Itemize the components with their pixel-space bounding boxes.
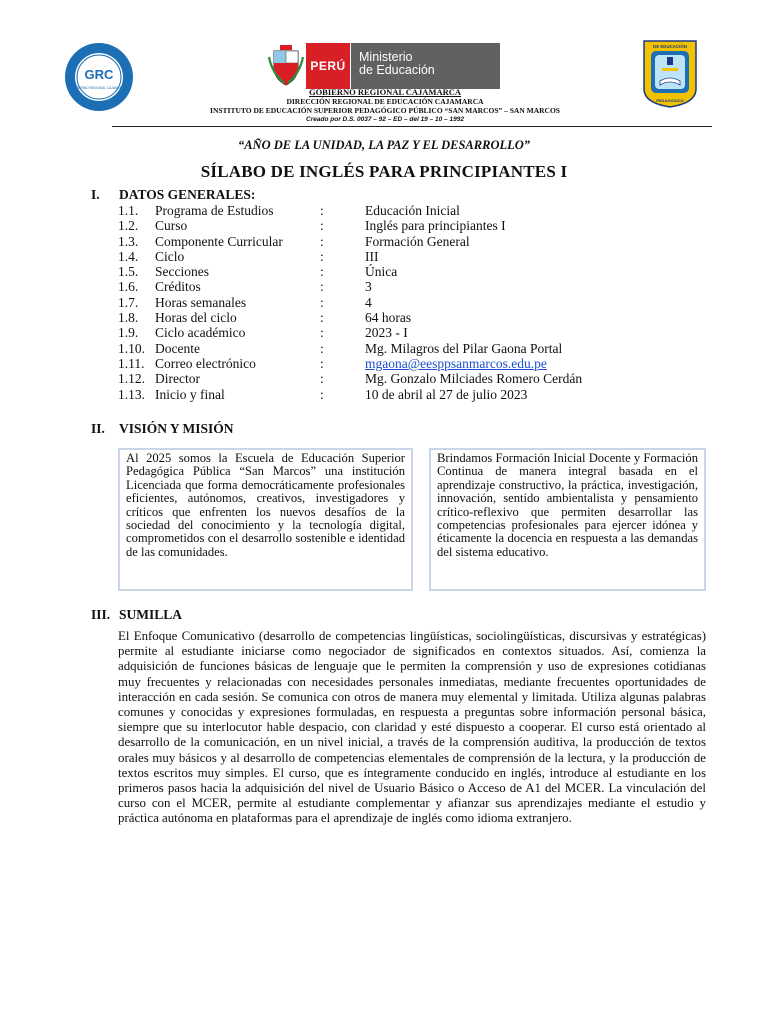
row-value: 64 horas [365,310,412,326]
row-colon: : [320,264,324,280]
row-number: 1.1. [118,203,139,218]
row-label: Director [155,371,200,387]
drec-seal-icon [64,42,134,112]
iesp-logo-text: DE EDUCACIÓN [653,44,687,49]
section-title: DATOS GENERALES: [119,187,256,202]
row-number: 1.13. [118,386,145,402]
ministry-label [350,43,500,89]
peru-coat-of-arms-icon [266,43,306,89]
row-label: Horas semanales [155,294,247,310]
row-value: 10 de abril al 27 de julio 2023 [365,386,528,402]
sumilla-paragraph: El Enfoque Comunicativo (desarrollo de competencias lingüísticas, sociolingüísticas, discursivas y estratégicas) permite al estudiante iniciarse como negociador de significados en contextos situados. Así, comienza la adquisición de funciones básicas de lenguaje que le permiten la comprensión y uso de expresiones cotidianas muy frecuentes y relacionadas con necesidades personales inmediatas, mediante frecuentes oportunidades de interacción en cada sesión. Se comunica con otros de manera muy elemental y limitada. Utiliza algunas palabras comunes y conocidas y expresiones formuladas, en respuesta a preguntas sobre información personal básica, siempre que su interlocutor hable despacio, con claridad y esté dispuesto a cooperar. El curso está orientado al desarrollo de la comunicación, en un nivel inicial, a través de la comprensión auditiva, la producción de textos orales muy básicos y al desarrollo de competencias elementales de comprensión de la lectura, y la producción de textos escritos muy simples. El curso, que es íntegramente conducido en inglés, introduce al estudiante en los primeros pasos hacia la adquisición del nivel de Usuario Básico o Acceso de A1 del MCER. La vinculación del curso con el MCER, permite al estudiante complementar y afianzar sus aprendizajes mediante el estudio y práctica autónoma en plataformas para el aprendizaje de inglés como idioma extranjero. [118,629,706,826]
ministry-line1: Ministerio [359,50,413,64]
row-value: Mg. Gonzalo Milciades Romero Cerdán [365,371,583,387]
iesp-logo [642,39,698,109]
year-motto: “AÑO DE LA UNIDAD, LA PAZ Y EL DESARROLLO” [237,138,531,152]
header-line-instituto: INSTITUTO DE EDUCACIÓN SUPERIOR PEDAGÓGICO PÚBLICO “SAN MARCOS” – SAN MARCOS [210,106,560,115]
row-colon: : [320,325,324,341]
section-datos-generales [91,187,255,203]
section-number: I. [91,187,100,202]
row-label: Programa de Estudios [155,203,274,218]
section-sumilla [91,607,182,623]
row-number: 1.10. [118,340,145,356]
row-number: 1.9. [118,325,139,341]
row-value: Formación General [365,233,470,249]
row-colon: : [320,355,324,371]
section-number: III. [91,607,111,622]
row-label: Curso [155,218,188,234]
row-number: 1.12. [118,371,145,387]
row-value: 4 [365,294,372,310]
row-label: Horas del ciclo [155,310,237,326]
row-colon: : [320,294,324,310]
drec-logo-text: GRC [84,67,114,82]
row-colon: : [320,386,324,402]
section-vision-mision [91,421,234,437]
iesp-logo-bottom: PEDAGÓGICO [656,98,684,103]
row-label: Inicio y final [155,386,225,402]
header-line-decreto: Creado por D.S. 0037 – 92 – ED – del 19 – 10 – 1992 [306,116,464,123]
row-value: 2023 - I [365,325,408,341]
row-colon: : [320,203,324,218]
document-title: SÍLABO DE INGLÉS PARA PRINCIPIANTES I [200,162,568,181]
drec-logo [64,42,134,112]
row-number: 1.8. [118,310,139,326]
row-value: III [365,248,379,264]
row-value: Inglés para principiantes I [365,218,506,234]
institution-header [130,88,640,124]
row-number: 1.7. [118,294,139,310]
mision-box: Brindamos Formación Inicial Docente y Formación Continua de manera integral basada en el aprendizaje constructivo, la práctica, investigación, innovación, sentido ambientalista y pensamiento crítico-reflexivo que permiten desarrollar las competencias profesionales para ejercer idónea y éticamente la docencia en respuesta a las demandas del sistema educativo. [429,448,706,591]
row-number: 1.5. [118,264,139,280]
iesp-shield-icon [642,39,698,109]
row-colon: : [320,310,324,326]
row-colon: : [320,233,324,249]
row-label: Créditos [155,279,201,295]
row-label: Docente [155,340,200,356]
drec-logo-sub: GOBIERNO REGIONAL CAJAMARCA [71,86,127,90]
row-label: Correo electrónico [155,355,256,371]
row-number: 1.11. [118,355,145,371]
header-line-gobierno: GOBIERNO REGIONAL CAJAMARCA [308,87,462,97]
row-number: 1.3. [118,233,139,249]
row-number: 1.4. [118,248,139,264]
row-value: Educación Inicial [365,203,460,218]
row-label: Secciones [155,264,209,280]
section-number: II. [91,421,105,436]
row-value: 3 [365,279,372,295]
row-value: Única [365,264,398,280]
row-colon: : [320,279,324,295]
row-colon: : [320,340,324,356]
email-link[interactable]: mgaona@eesppsanmarcos.edu.pe [365,355,547,371]
row-label: Ciclo [155,248,185,264]
row-colon: : [320,371,324,387]
row-value: Mg. Milagros del Pilar Gaona Portal [365,340,563,356]
ministry-line2: de Educación [359,63,435,77]
row-label: Componente Curricular [155,233,283,249]
vision-box: Al 2025 somos la Escuela de Educación Superior Pedagógica Pública “San Marcos” una institución Licenciada que forma democráticamente profesionales eficientes, autónomos, creativos, investigadores y críticos que enfrenten los nuevos desafíos de la sociedad del conocimiento y la tecnología digital, comprometidos con el desarrollo sostenible e identidad de las comunidades. [118,448,413,591]
minedu-banner [266,43,500,89]
row-colon: : [320,218,324,234]
section-title: VISIÓN Y MISIÓN [119,421,234,436]
row-number: 1.6. [118,279,139,295]
row-colon: : [320,248,324,264]
row-label: Ciclo académico [155,325,246,341]
header-line-direccion: DIRECCIÓN REGIONAL DE EDUCACIÓN CAJAMARCA [286,97,484,106]
header-divider [112,126,712,127]
section-title: SUMILLA [119,607,183,622]
peru-label: PERÚ [306,43,350,89]
row-number: 1.2. [118,218,139,234]
